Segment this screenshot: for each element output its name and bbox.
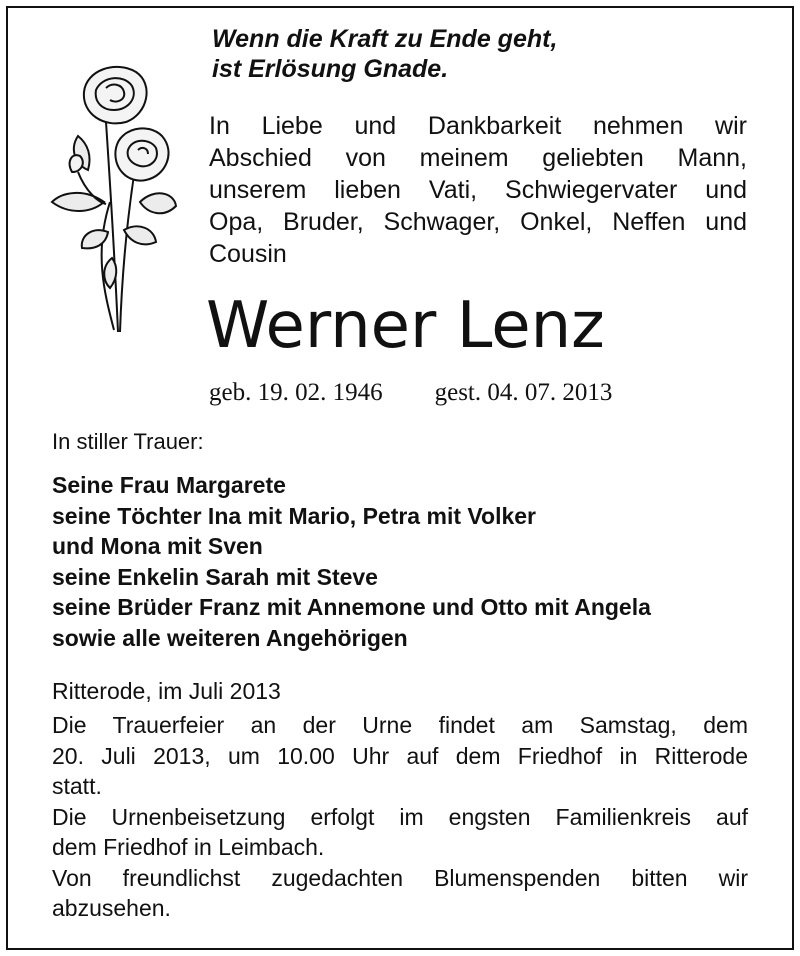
info-line: dem Friedhof in Leimbach. (52, 834, 325, 860)
intro-line: Abschied von meinem geliebten Mann, (209, 144, 747, 172)
family-line: sowie alle weiteren Angehörigen (52, 624, 408, 651)
info-line: statt. (52, 773, 102, 799)
info-line: Die Urnenbeisetzung erfolgt im engsten Familienkreis auf (52, 803, 748, 830)
intro-line: Opa, Bruder, Schwager, Onkel, Neffen und (209, 208, 747, 236)
family-line: seine Töchter Ina mit Mario, Petra mit Volker (52, 502, 536, 529)
info-line: abzusehen. (52, 895, 171, 921)
motto (212, 24, 557, 84)
info-line: Die Trauerfeier an der Urne findet am Samstag, dem (52, 712, 748, 738)
family-line: Seine Frau Margarete (52, 472, 286, 498)
intro-line: Cousin (209, 240, 287, 268)
motto-line: Wenn die Kraft zu Ende geht, (212, 25, 558, 53)
family-line: und Mona mit Sven (52, 533, 263, 559)
mourning-label: In stiller Trauer: (52, 429, 204, 454)
place-date: Ritterode, im Juli 2013 (52, 678, 281, 704)
birth-date: geb. 19. 02. 1946 (209, 379, 383, 406)
motto-line: ist Erlösung Gnade. (212, 55, 449, 83)
intro-line: In Liebe und Dankbarkeit nehmen wir (209, 112, 747, 140)
info-line: Von freundlichst zugedachten Blumenspenden bitten wir (52, 864, 748, 891)
life-dates (209, 378, 612, 408)
info-line: 20. Juli 2013, um 10.00 Uhr auf dem Friedhof in Ritterode (52, 742, 748, 769)
rose-illustration (44, 52, 184, 342)
family-line: seine Brüder Franz mit Annemone und Otto mit Angela (52, 594, 651, 620)
family-line: seine Enkelin Sarah mit Steve (52, 563, 378, 590)
funeral-info (52, 710, 748, 924)
family-list (52, 470, 651, 653)
death-date: gest. 04. 07. 2013 (434, 379, 613, 406)
intro-line: unserem lieben Vati, Schwiegervater und (209, 176, 747, 204)
intro-text (209, 110, 747, 270)
deceased-name: Werner Lenz (206, 289, 605, 363)
